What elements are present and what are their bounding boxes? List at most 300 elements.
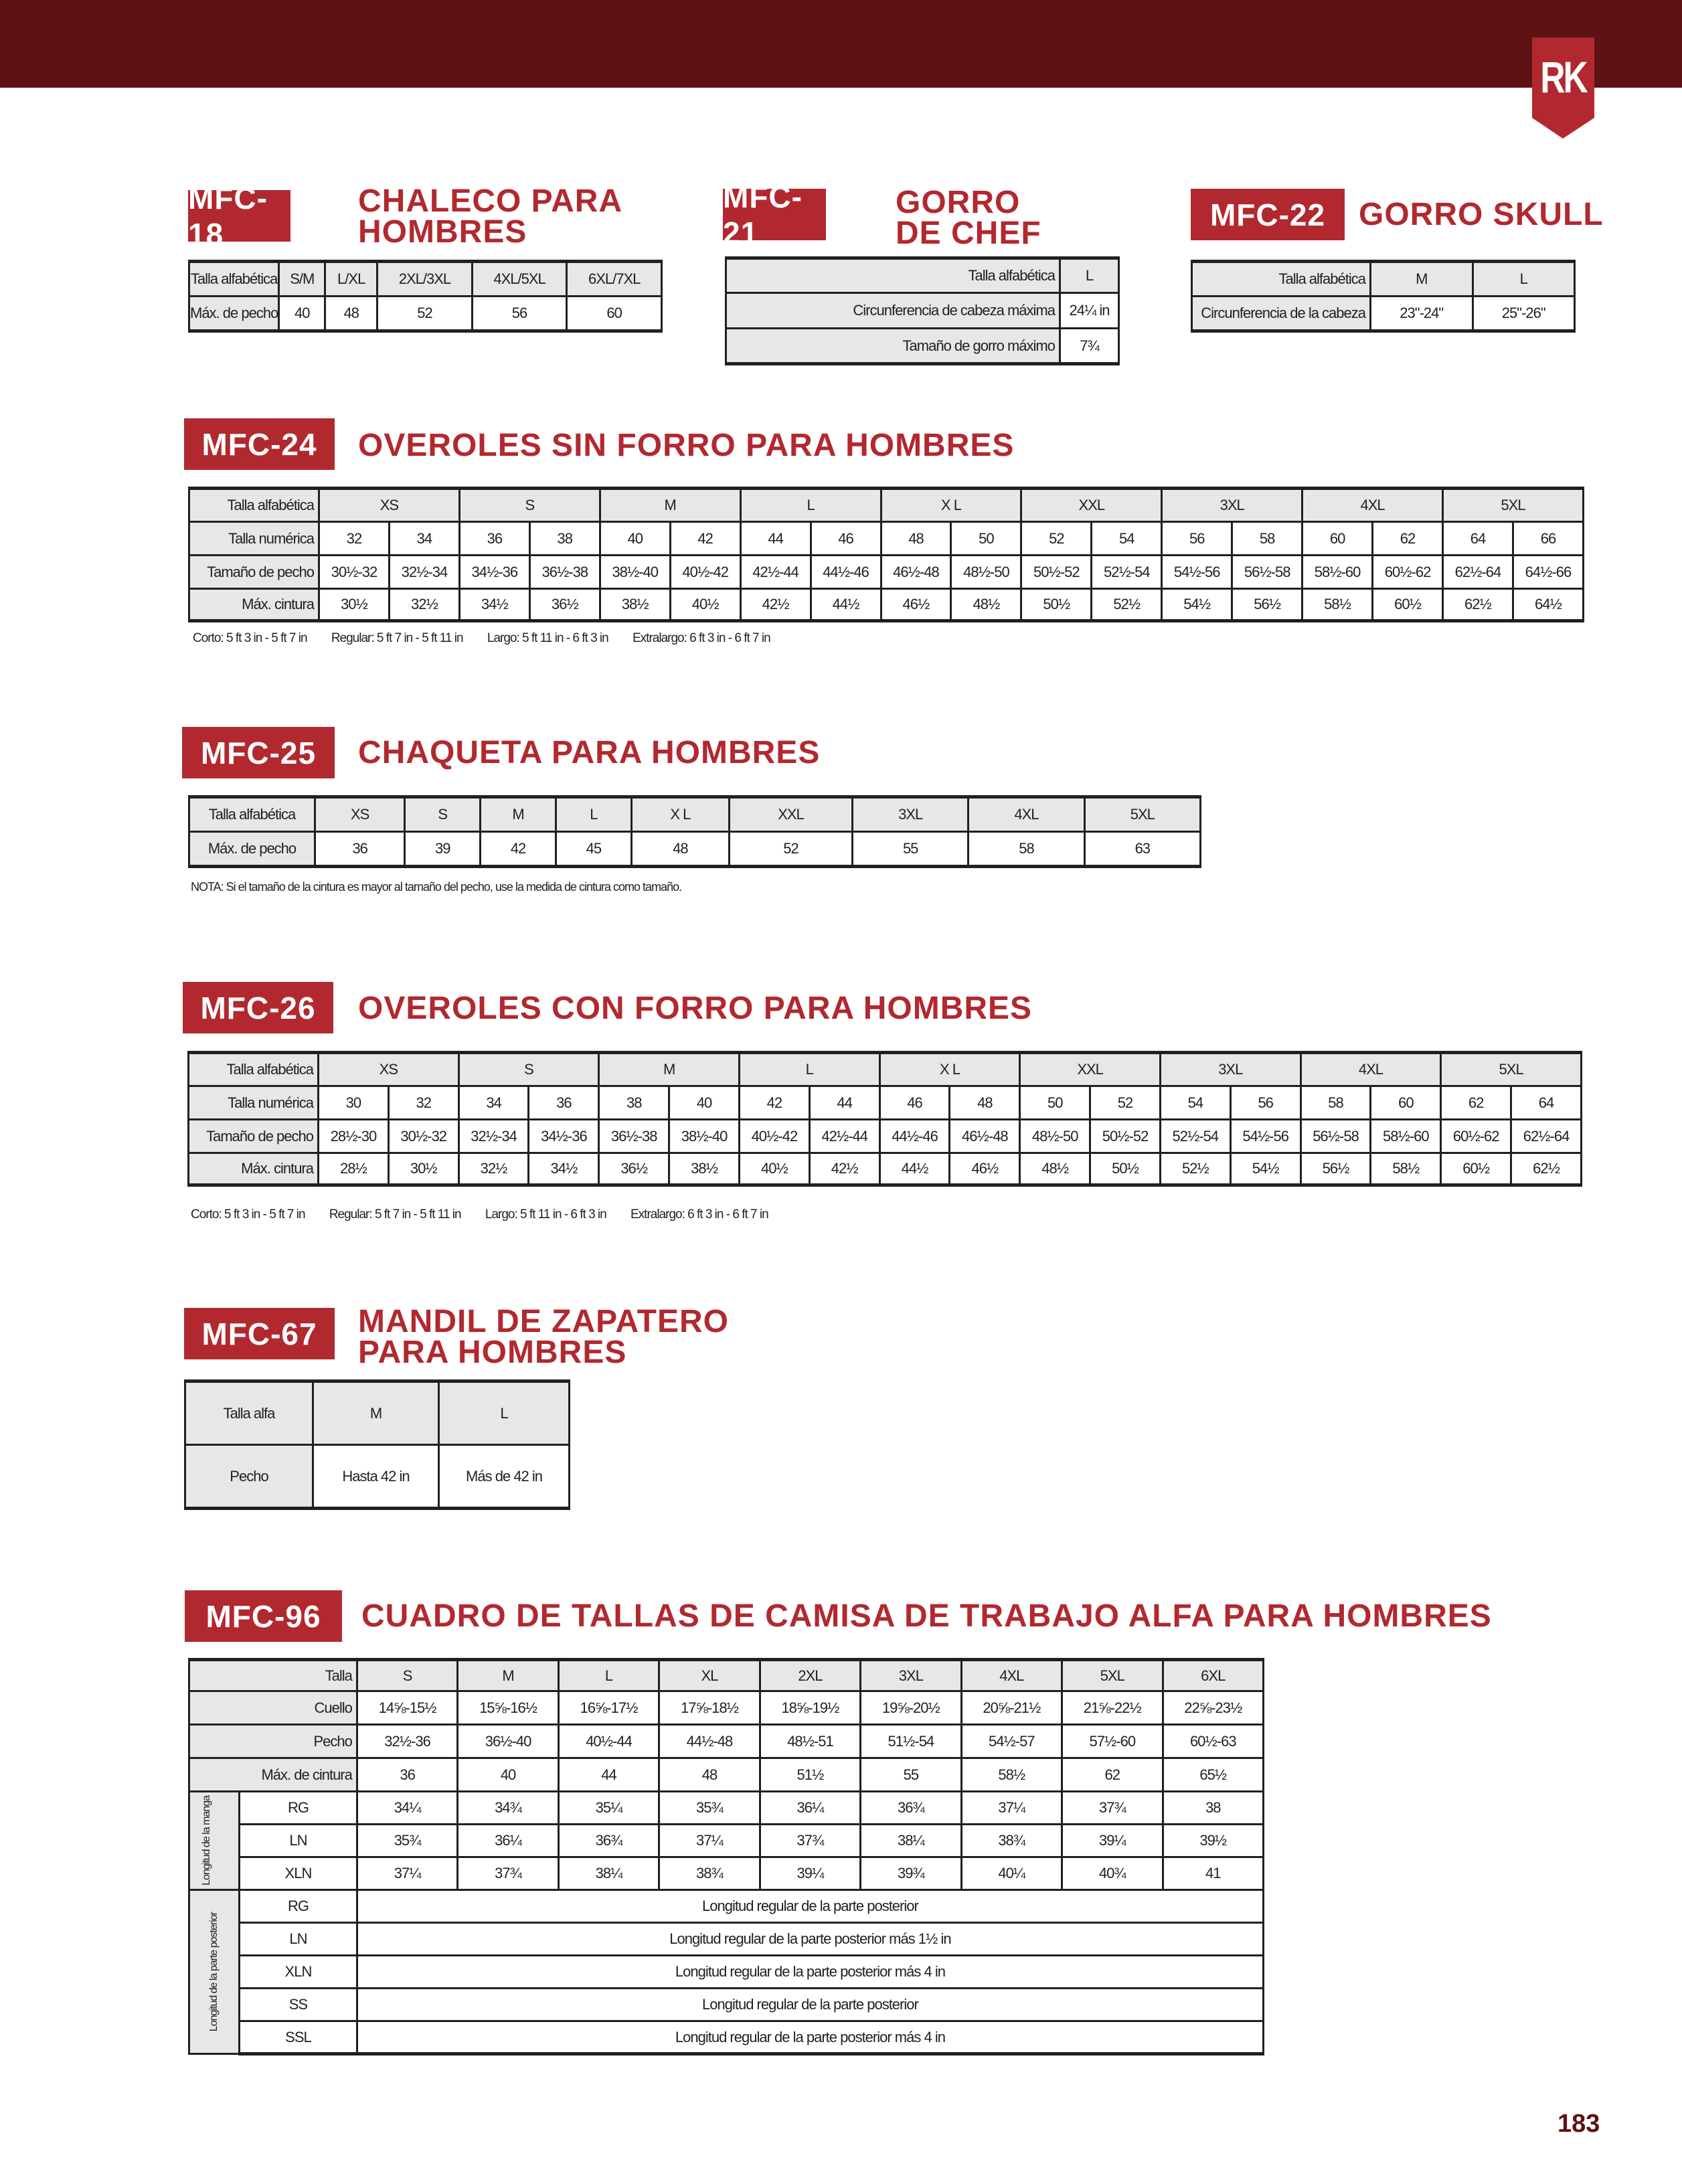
cell: 42	[739, 1086, 809, 1120]
cell: 42	[670, 522, 740, 556]
cell: 60½	[1373, 589, 1443, 621]
code-badge-mfc18: MFC-18	[188, 190, 290, 242]
note-largo: Largo: 5 ft 11 in - 6 ft 3 in	[487, 631, 608, 645]
title-mfc18	[358, 183, 623, 250]
code-badge-mfc21: MFC-21	[723, 189, 826, 240]
cell: 52½	[1092, 589, 1162, 621]
cell: 56	[472, 297, 567, 331]
title-mfc21	[896, 187, 1041, 249]
row-label: XLN	[240, 1956, 357, 1989]
cell: 40	[669, 1086, 740, 1120]
cell: 36½-40	[458, 1725, 558, 1758]
cell: 38½-40	[669, 1120, 740, 1153]
cell: 40½-44	[558, 1725, 659, 1758]
cell: 42	[481, 832, 556, 867]
cell: 56½	[1232, 589, 1302, 621]
row-label: Talla numérica	[189, 1086, 319, 1120]
cell: 56	[1230, 1086, 1300, 1120]
row-label: LN	[240, 1825, 357, 1857]
cell: 51½-54	[861, 1725, 961, 1758]
cell: 17⅝-18½	[659, 1691, 760, 1725]
row-label: Máx. cintura	[189, 1153, 319, 1185]
note-corto: Corto: 5 ft 3 in - 5 ft 7 in	[193, 631, 307, 645]
cell: 5XL	[1084, 797, 1200, 832]
cell: 50½	[1021, 589, 1092, 621]
cell: 38½	[600, 589, 670, 621]
cell: 23"-24"	[1371, 297, 1473, 331]
cell: 52	[729, 832, 852, 867]
cell: 37¼	[961, 1792, 1062, 1825]
cell: 46½-48	[950, 1120, 1020, 1153]
group-label-sleeve	[189, 1792, 240, 1890]
title-mfc67	[358, 1304, 729, 1370]
cell: 18⅝-19½	[760, 1691, 860, 1725]
cell: 35¾	[357, 1825, 457, 1857]
title-line: PARA HOMBRES	[358, 1335, 627, 1370]
row-label: RG	[240, 1792, 357, 1825]
cell: 52	[1021, 522, 1092, 556]
cell: 44½	[879, 1153, 950, 1185]
row-label: Cuello	[189, 1691, 357, 1725]
cell: 46	[811, 522, 881, 556]
cell: 62	[1062, 1758, 1163, 1792]
cell: 46½	[950, 1153, 1020, 1185]
cell: 34	[458, 1086, 529, 1120]
cell: 35¼	[558, 1792, 659, 1825]
cell: 39¼	[1062, 1825, 1163, 1857]
size-table-mfc96	[188, 1658, 1264, 2055]
cell: 32	[319, 522, 390, 556]
height-notes-mfc24	[193, 631, 792, 646]
size-header: L	[558, 1660, 659, 1691]
note-extralargo: Extralargo: 6 ft 3 in - 6 ft 7 in	[630, 1207, 768, 1222]
row-label: LN	[240, 1923, 357, 1956]
height-notes-mfc26	[191, 1207, 790, 1222]
cell: 40½-42	[739, 1120, 809, 1153]
title-mfc26: OVEROLES CON FORRO PARA HOMBRES	[358, 991, 1033, 1026]
cell: 46½	[881, 589, 951, 621]
row-label: Tamaño de pecho	[189, 1120, 319, 1153]
cell: 56	[1162, 522, 1232, 556]
cell: Hasta 42 in	[313, 1445, 439, 1509]
cell: 60	[567, 297, 662, 331]
cell: 38¼	[558, 1857, 659, 1890]
cell: S/M	[279, 262, 325, 297]
cell: 62½-64	[1443, 556, 1513, 589]
cell: 58½-60	[1302, 556, 1373, 589]
cell: 54½-56	[1162, 556, 1232, 589]
rk-logo	[1532, 37, 1594, 139]
size-header: X L	[879, 1053, 1020, 1086]
cell: 6XL/7XL	[567, 262, 662, 297]
cell: 38	[599, 1086, 669, 1120]
cell: X L	[631, 797, 729, 832]
cell: 38½-40	[600, 556, 670, 589]
cell: 22⅝-23½	[1163, 1691, 1264, 1725]
size-header: 4XL	[1302, 489, 1443, 522]
row-label: Máx. cintura	[189, 589, 319, 621]
cell: 48	[325, 297, 377, 331]
row-label: Talla alfabética	[189, 797, 315, 832]
cell: 38¾	[961, 1825, 1062, 1857]
cell: 32½-34	[458, 1120, 529, 1153]
cell: 28½-30	[319, 1120, 389, 1153]
cell: 50	[1020, 1086, 1090, 1120]
cell: 40¾	[1062, 1857, 1163, 1890]
cell: 63	[1084, 832, 1200, 867]
cell: 48	[881, 522, 951, 556]
cell: 62	[1441, 1086, 1511, 1120]
size-header: 2XL	[760, 1660, 860, 1691]
cell: 32½	[458, 1153, 529, 1185]
cell: Longitud regular de la parte posterior más 4 in	[357, 2021, 1263, 2054]
cell: 32½-34	[389, 556, 459, 589]
cell: 48½-50	[951, 556, 1021, 589]
cell: 42½	[740, 589, 811, 621]
cell: 36¾	[558, 1825, 659, 1857]
cell: 48½	[951, 589, 1021, 621]
note-largo: Largo: 5 ft 11 in - 6 ft 3 in	[485, 1207, 606, 1222]
cell: 60	[1371, 1086, 1441, 1120]
cell: 44½	[811, 589, 881, 621]
cell: 42½-44	[740, 556, 811, 589]
cell: 54½-57	[961, 1725, 1062, 1758]
cell: 40½	[739, 1153, 809, 1185]
cell: 56½-58	[1232, 556, 1302, 589]
cell: 30½-32	[319, 556, 390, 589]
cell: 37¼	[357, 1857, 457, 1890]
title-line: MANDIL DE ZAPATERO	[358, 1304, 729, 1339]
cell: 39	[405, 832, 481, 867]
cell: 50½	[1090, 1153, 1161, 1185]
cell: 65½	[1163, 1758, 1264, 1792]
cell: 56½	[1300, 1153, 1371, 1185]
cell: 36	[529, 1086, 599, 1120]
cell: 40	[279, 297, 325, 331]
size-header: XXL	[1020, 1053, 1161, 1086]
cell: L	[1060, 258, 1119, 293]
cell: 37¼	[659, 1825, 760, 1857]
cell: 50	[951, 522, 1021, 556]
cell: 52	[377, 297, 473, 331]
cell: 52½	[1160, 1153, 1230, 1185]
size-header: 5XL	[1441, 1053, 1582, 1086]
row-label: Talla	[189, 1660, 357, 1691]
cell: 54½	[1162, 589, 1232, 621]
cell: 28½	[319, 1153, 389, 1185]
title-mfc96: CUADRO DE TALLAS DE CAMISA DE TRABAJO ALFA PARA HOMBRES	[361, 1598, 1492, 1634]
row-label: RG	[240, 1890, 357, 1923]
logo-text: RK	[1540, 52, 1586, 102]
row-label: Tamaño de pecho	[189, 556, 319, 589]
cell: 34¾	[458, 1792, 558, 1825]
cell: 40½-42	[670, 556, 740, 589]
cell: 3XL	[853, 797, 969, 832]
cell: 40	[600, 522, 670, 556]
cell: 58	[969, 832, 1084, 867]
size-table-mfc24	[188, 487, 1584, 622]
row-label: Circunferencia de la cabeza	[1192, 297, 1371, 331]
cell: 44½-46	[879, 1120, 950, 1153]
row-label: Tamaño de gorro máximo	[726, 329, 1060, 364]
cell: 20⅝-21½	[961, 1691, 1062, 1725]
size-header: 3XL	[1160, 1053, 1300, 1086]
cell: Longitud regular de la parte posterior más 1½ in	[357, 1923, 1263, 1956]
cell: 36	[459, 522, 529, 556]
size-header: 3XL	[1162, 489, 1302, 522]
cell: 37¾	[760, 1825, 860, 1857]
title-mfc24: OVEROLES SIN FORRO PARA HOMBRES	[358, 428, 1015, 463]
cell: XXL	[729, 797, 852, 832]
code-badge-mfc22: MFC-22	[1191, 189, 1345, 240]
cell: 36½	[529, 589, 600, 621]
cell: 54	[1092, 522, 1162, 556]
cell: Longitud regular de la parte posterior	[357, 1989, 1263, 2021]
cell: 60½-62	[1441, 1120, 1511, 1153]
note-corto: Corto: 5 ft 3 in - 5 ft 7 in	[191, 1207, 305, 1222]
size-header: S	[357, 1660, 457, 1691]
cell: 40½	[670, 589, 740, 621]
code-badge-mfc67: MFC-67	[184, 1308, 335, 1359]
cell: 62½	[1443, 589, 1513, 621]
cell: 24¼ in	[1060, 293, 1119, 329]
cell: 30½	[319, 589, 390, 621]
note-regular: Regular: 5 ft 7 in - 5 ft 11 in	[329, 1207, 461, 1222]
cell: 58½	[1302, 589, 1373, 621]
cell: 44	[740, 522, 811, 556]
cell: 62½-64	[1511, 1120, 1582, 1153]
cell: 34	[389, 522, 459, 556]
size-header: XXL	[1021, 489, 1162, 522]
row-label: Pecho	[189, 1725, 357, 1758]
cell: 64½-66	[1513, 556, 1583, 589]
size-header: 5XL	[1443, 489, 1584, 522]
cell: 52½-54	[1160, 1120, 1230, 1153]
cell: 37¾	[458, 1857, 558, 1890]
cell: L	[1473, 262, 1575, 297]
cell: 54	[1160, 1086, 1230, 1120]
cell: 42½-44	[809, 1120, 879, 1153]
size-header: S	[459, 489, 600, 522]
cell: 66	[1513, 522, 1583, 556]
cell: 39¾	[861, 1857, 961, 1890]
size-table-mfc22	[1191, 260, 1576, 333]
cell: 38½	[669, 1153, 740, 1185]
size-header: 6XL	[1163, 1660, 1264, 1691]
cell: 38	[529, 522, 600, 556]
cell: 60	[1302, 522, 1373, 556]
note-extralargo: Extralargo: 6 ft 3 in - 6 ft 7 in	[633, 631, 770, 645]
cell: 58½	[961, 1758, 1062, 1792]
cell: 32½	[389, 589, 459, 621]
cell: 56½-58	[1300, 1120, 1371, 1153]
cell: 48	[659, 1758, 760, 1792]
cell: 41	[1163, 1857, 1264, 1890]
cell: 50½-52	[1021, 556, 1092, 589]
cell: 62½	[1511, 1153, 1582, 1185]
cell: 40¼	[961, 1857, 1062, 1890]
cell: 30½-32	[388, 1120, 458, 1153]
header-bar	[0, 0, 1682, 88]
size-table-mfc18	[188, 260, 663, 333]
row-label: Talla numérica	[189, 522, 319, 556]
size-table-mfc25	[188, 795, 1201, 868]
cell: 14⅝-15½	[357, 1691, 457, 1725]
size-table-mfc67	[184, 1379, 570, 1510]
cell: 64½	[1513, 589, 1583, 621]
cell: 50½-52	[1090, 1120, 1161, 1153]
cell: 19⅝-20½	[861, 1691, 961, 1725]
size-header: 3XL	[861, 1660, 961, 1691]
cell: 30	[319, 1086, 389, 1120]
cell: 2XL/3XL	[377, 262, 473, 297]
cell: L/XL	[325, 262, 377, 297]
row-label: Circunferencia de cabeza máxima	[726, 293, 1060, 329]
cell: 38¾	[659, 1857, 760, 1890]
cell: 51½	[760, 1758, 860, 1792]
note-mfc25: NOTA: Si el tamaño de la cintura es mayor al tamaño del pecho, use la medida de cintura como tamaño.	[191, 880, 682, 894]
cell: 36½-38	[529, 556, 600, 589]
cell: 32	[388, 1086, 458, 1120]
size-header: S	[458, 1053, 599, 1086]
cell: 55	[861, 1758, 961, 1792]
group-label-text: Longitud de la parte posterior	[208, 1912, 220, 2032]
cell: 16⅝-17½	[558, 1691, 659, 1725]
cell: 4XL/5XL	[472, 262, 567, 297]
cell: M	[313, 1381, 439, 1445]
cell: 40	[458, 1758, 558, 1792]
cell: 52	[1090, 1086, 1161, 1120]
cell: 38	[1163, 1792, 1264, 1825]
code-badge-mfc26: MFC-26	[183, 982, 333, 1033]
size-table-mfc26	[187, 1051, 1582, 1187]
size-header: M	[458, 1660, 558, 1691]
title-line: HOMBRES	[358, 214, 527, 250]
cell: 44½-46	[811, 556, 881, 589]
cell: 60½-63	[1163, 1725, 1264, 1758]
row-label: Pecho	[185, 1445, 313, 1509]
cell: 36¾	[861, 1792, 961, 1825]
cell: L	[439, 1381, 570, 1445]
cell: 48½-51	[760, 1725, 860, 1758]
cell: 48½-50	[1020, 1120, 1090, 1153]
size-header: 5XL	[1062, 1660, 1163, 1691]
row-label: XLN	[240, 1857, 357, 1890]
size-header: XL	[659, 1660, 760, 1691]
cell: 38¼	[861, 1825, 961, 1857]
cell: 21⅝-22½	[1062, 1691, 1163, 1725]
cell: 4XL	[969, 797, 1084, 832]
cell: 34½	[459, 589, 529, 621]
cell: 60½-62	[1373, 556, 1443, 589]
size-header: M	[600, 489, 740, 522]
page-number: 183	[1558, 2110, 1600, 2138]
cell: 30½	[388, 1153, 458, 1185]
cell: 34¼	[357, 1792, 457, 1825]
row-label: Talla alfabética	[189, 262, 279, 297]
row-label: Máx. de pecho	[189, 832, 315, 867]
cell: 36¼	[458, 1825, 558, 1857]
cell: 42½	[809, 1153, 879, 1185]
cell: M	[1371, 262, 1473, 297]
cell: 34½-36	[529, 1120, 599, 1153]
cell: 57½-60	[1062, 1725, 1163, 1758]
cell: 48½	[1020, 1153, 1090, 1185]
cell: 7¾	[1060, 329, 1119, 364]
cell: 39¼	[760, 1857, 860, 1890]
title-line: DE CHEF	[896, 216, 1041, 251]
cell: 34½	[529, 1153, 599, 1185]
title-mfc22: GORRO SKULL	[1359, 197, 1604, 232]
note-regular: Regular: 5 ft 7 in - 5 ft 11 in	[331, 631, 463, 645]
row-label: SSL	[240, 2021, 357, 2054]
row-label: Talla alfabética	[189, 489, 319, 522]
cell: 36	[357, 1758, 457, 1792]
cell: 36½	[599, 1153, 669, 1185]
cell: 36	[315, 832, 405, 867]
cell: 64	[1511, 1086, 1582, 1120]
group-label-text: Longitud de la manga	[201, 1796, 212, 1885]
cell: 37¾	[1062, 1792, 1163, 1825]
cell: 58½	[1371, 1153, 1441, 1185]
size-header: M	[599, 1053, 740, 1086]
cell: S	[405, 797, 481, 832]
size-header: 4XL	[961, 1660, 1062, 1691]
cell: 52½-54	[1092, 556, 1162, 589]
cell: 48	[950, 1086, 1020, 1120]
cell: XS	[315, 797, 405, 832]
cell: L	[556, 797, 631, 832]
cell: 55	[853, 832, 969, 867]
size-header: 4XL	[1300, 1053, 1441, 1086]
row-label: Máx. de cintura	[189, 1758, 357, 1792]
row-label: Talla alfabética	[1192, 262, 1371, 297]
code-badge-mfc24: MFC-24	[184, 418, 335, 470]
cell: Más de 42 in	[439, 1445, 570, 1509]
row-label: Talla alfa	[185, 1381, 313, 1445]
cell: 46	[879, 1086, 950, 1120]
cell: 54½-56	[1230, 1120, 1300, 1153]
size-header: L	[739, 1053, 879, 1086]
cell: 46½-48	[881, 556, 951, 589]
cell: 39½	[1163, 1825, 1264, 1857]
cell: Longitud regular de la parte posterior más 4 in	[357, 1956, 1263, 1989]
cell: 36¼	[760, 1792, 860, 1825]
cell: 32½-36	[357, 1725, 457, 1758]
row-label: SS	[240, 1989, 357, 2021]
code-badge-mfc96: MFC-96	[185, 1590, 342, 1642]
cell: 58	[1232, 522, 1302, 556]
cell: 64	[1443, 522, 1513, 556]
title-line: GORRO	[896, 185, 1021, 220]
title-mfc25: CHAQUETA PARA HOMBRES	[358, 735, 821, 770]
cell: 35¾	[659, 1792, 760, 1825]
cell: 54½	[1230, 1153, 1300, 1185]
code-badge-mfc25: MFC-25	[182, 727, 335, 778]
cell: 15⅝-16½	[458, 1691, 558, 1725]
size-header: XS	[319, 1053, 459, 1086]
cell: 60½	[1441, 1153, 1511, 1185]
size-table-mfc21	[725, 256, 1120, 365]
group-label-back	[189, 1890, 240, 2054]
cell: Longitud regular de la parte posterior	[357, 1890, 1263, 1923]
cell: 48	[631, 832, 729, 867]
cell: M	[481, 797, 556, 832]
row-label: Máx. de pecho	[189, 297, 279, 331]
size-header: X L	[881, 489, 1021, 522]
cell: 62	[1373, 522, 1443, 556]
title-line: CHALECO PARA	[358, 183, 623, 219]
